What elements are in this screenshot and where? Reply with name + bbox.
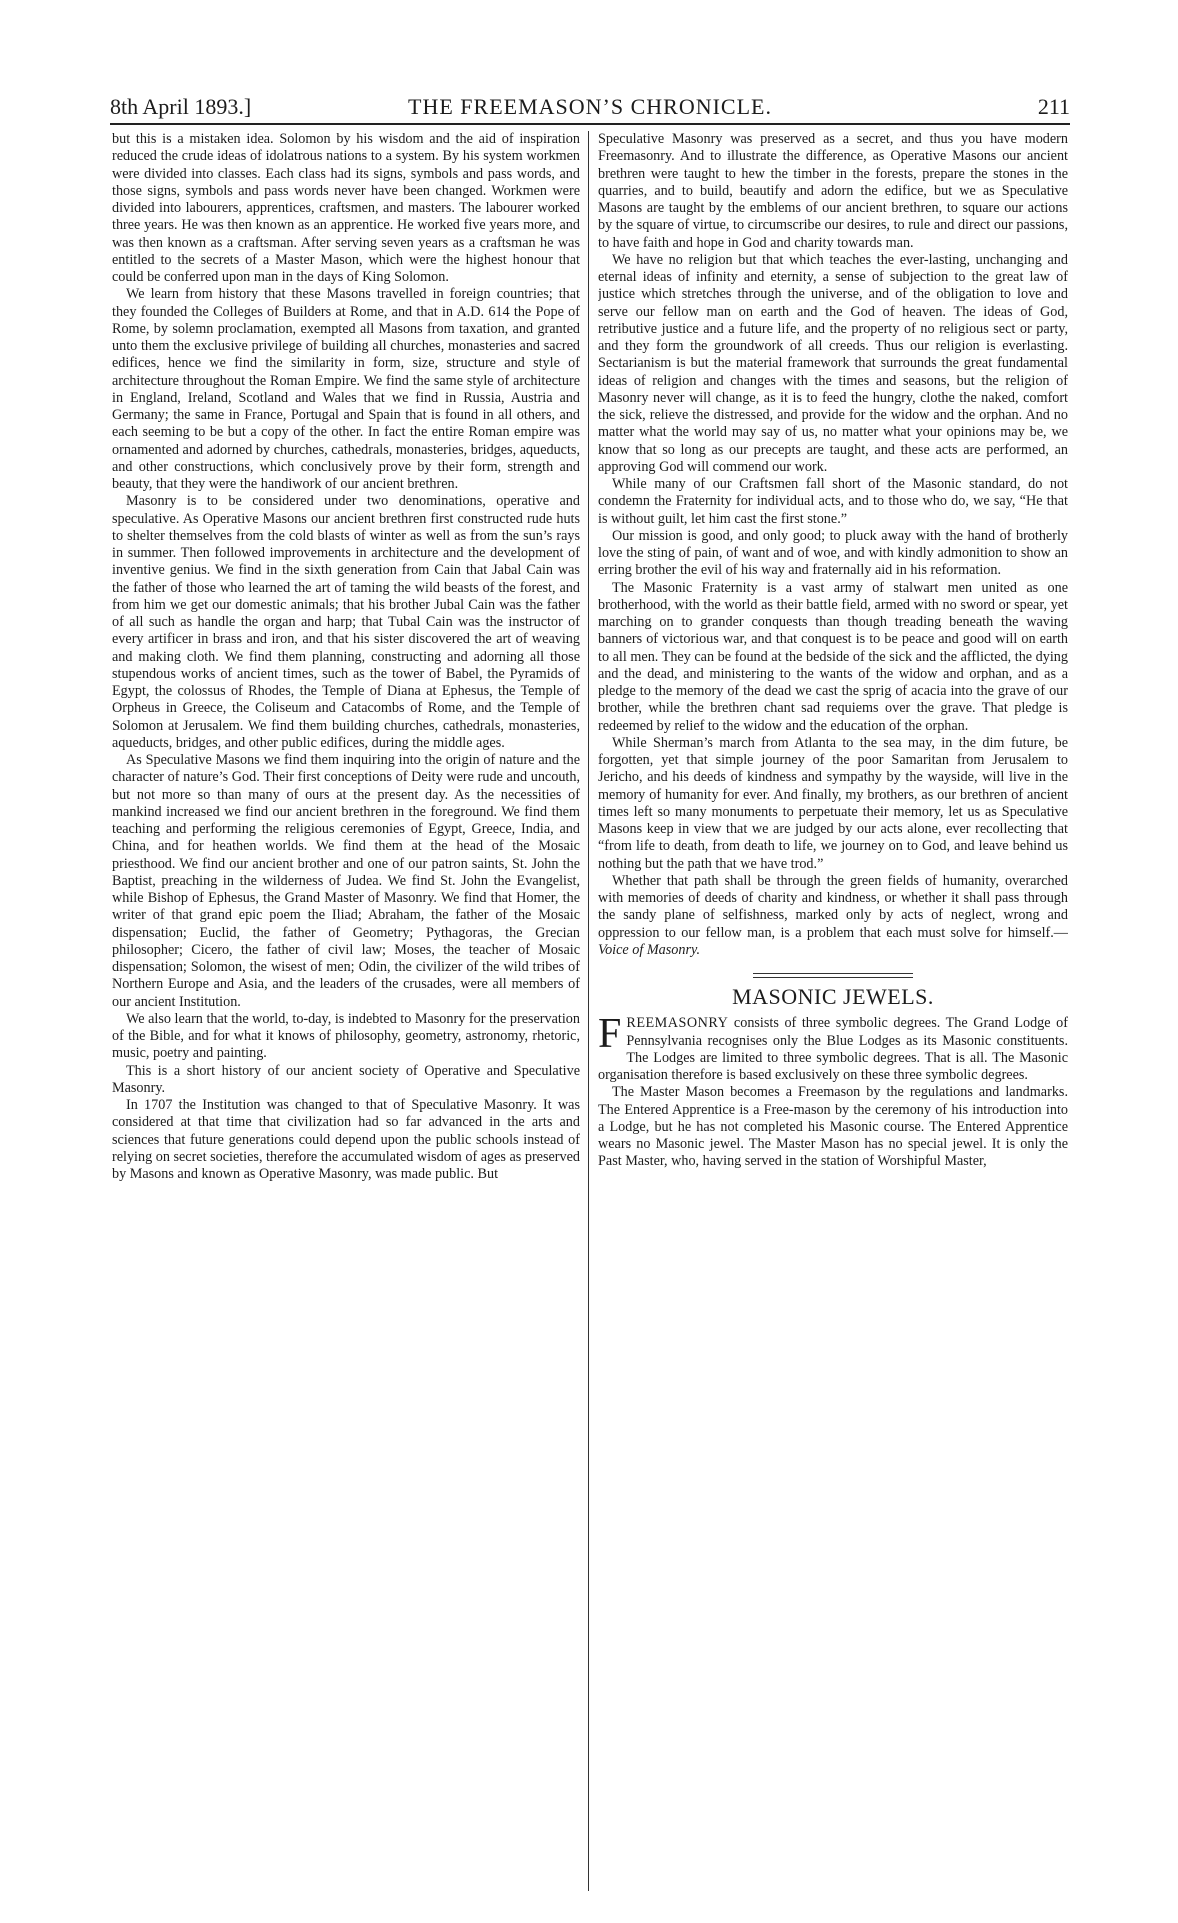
jewels-first-text: consists of three symbolic degrees. The Grand Lodge of Pennsylvania recognises only the Blue Lodges as its Masonic constituents. The Lodges are limited to three symbolic degrees. That is all. The Masonic organisation therefore is based exclusively on these three symbolic degrees. bbox=[598, 1015, 1068, 1083]
article-paragraph: Speculative Masonry was preserved as a secret, and thus you have modern Freemasonry. And to illustrate the difference, as Operative Masons our ancient brethren were taught to hew the timber in the forests, prepare the stones in the quarries, and to build, beautify and adorn the edifice, but we as Speculative Masons are taught by the emblems of our ancient brethren, to square our actions by the square of virtue, to circumscribe our desires, to rule and direct our passions, to have faith and hope in God and charity towards man. bbox=[598, 131, 1068, 251]
right-column bbox=[598, 131, 1068, 1891]
issue-date: 8th April 1893.] bbox=[110, 94, 252, 119]
article-paragraph: The Masonic Fraternity is a vast army of stalwart men united as one brotherhood, with the world as their battle field, armed with no sword or spear, yet marching on to grander conquests than though treading beneath the waving banners of victorious war, and that conquest is to be peace and good will on earth to all men. They can be found at the bedside of the sick and the afflicted, the dying and the dead, and ministering to the wants of the widow and orphan, and as a pledge to the memory of the dead we cast the sprig of acacia into the grave of our brother, while the brethren chant sad requiems over the grave. That pledge is redeemed by relief to the widow and the education of the orphan. bbox=[598, 579, 1068, 734]
publication-title: THE FREEMASON’S CHRONICLE. bbox=[408, 94, 772, 119]
page-header bbox=[110, 94, 1070, 124]
page-number: 211 bbox=[1037, 94, 1070, 119]
jewels-first-paragraph bbox=[598, 1011, 1068, 1084]
jewels-second-paragraph: The Master Mason becomes a Freemason by the regulations and landmarks. The Entered Apprentice is a Free-mason by the ceremony of his introduction into a Lodge, but he has not completed his Masonic course. The Entered Apprentice wears no Masonic jewel. The Master Mason has no special jewel. It is only the Past Master, who, having served in the station of Worshipful Master, bbox=[598, 1084, 1068, 1170]
left-column bbox=[112, 131, 580, 1891]
article-paragraph: Masonry is to be considered under two denominations, operative and speculative. As Operative Masons our ancient brethren first constructed rude huts to shelter themselves from the cold blasts of winter as well as from the sun’s rays in summer. Then followed improvements in architecture and the development of inventive genius. We find in the sixth generation from Cain that Jabal Cain was the father of those who learned the art of taming the wild beasts of the forest, and from him we get our domestic animals; that his brother Jubal Cain was the father of all such as handle the organ and harp; that Tubal Cain was the instructor of every artificer in brass and iron, and that his sister discovered the art of weaving and making cloth. We find them planning, constructing and adorning all those stupendous works of ancient times, such as the tower of Babel, the Pyramids of Egypt, the colossus of Rhodes, the Temple of Diana at Ephesus, the Temple of Orpheus in Greece, the Coliseum and Catacombs of Rome, and the Temple of Solomon at Jerusalem. We find them building churches, cathedrals, monasteries, aqueducts, bridges, and other public edifices, during the middle ages. bbox=[112, 493, 580, 751]
header-rule bbox=[110, 123, 1070, 125]
source-attribution: Voice of Masonry. bbox=[598, 941, 701, 958]
jewels-first-word: REEMASONRY bbox=[626, 1015, 729, 1032]
drop-cap: F bbox=[598, 1011, 622, 1058]
section-title: MASONIC JEWELS. bbox=[732, 984, 934, 1009]
article-paragraph: While Sherman’s march from Atlanta to the sea may, in the dim future, be forgotten, yet that simple journey of the poor Samaritan from Jerusalem to Jericho, and his deeds of kindness and sympathy by the wayside, will live in the memory of humanity for ever. And finally, my brothers, as our brethren of ancient times left so many monuments to perpetuate their memory, let us as Speculative Masons keep in view that we are judged by our acts alone, ever recollecting that “from life to death, from death to life, we journey on to God, and leave behind us nothing but the path that we have trod.” bbox=[598, 734, 1068, 872]
article-paragraph: In 1707 the Institution was changed to that of Speculative Masonry. It was considered at that time that civilization had so far advanced in the arts and sciences that future generations could depend upon the public schools instead of relying on secret societies, therefore the accumulated wisdom of ages as preserved by Masons and known as Operative Masonry, was made public. But bbox=[112, 1097, 580, 1182]
article-paragraph: We learn from history that these Masons travelled in foreign countries; that they founded the Colleges of Builders at Rome, and that in A.D. 614 the Pope of Rome, by solemn proclamation, exempted all Masons from taxation, and granted unto them the exclusive privilege of building all churches, monasteries and sacred edifices, hence we find the similarity in form, size, structure and style of architecture throughout the Roman Empire. We find the same style of architecture in England, Ireland, Scotland and Wales that we find in Russia, Austria and Germany; the same in France, Portugal and Spain that is found in all others, and each seeming to be but a copy of the other. In fact the entire Roman empire was ornamented and adorned by churches, cathedrals, monasteries, bridges, aqueducts, and other constructions, which conclusively prove by their form, strength and beauty, that they were the handiwork of our ancient brethren. bbox=[112, 286, 580, 492]
article-paragraph: While many of our Craftsmen fall short of the Masonic standard, do not condemn the Fraternity for individual acts, and to those who do, we say, “He that is without guilt, let him cast the first stone.” bbox=[598, 476, 1068, 527]
section-separator bbox=[753, 973, 913, 978]
final-paragraph-text: Whether that path shall be through the green fields of humanity, overarched with memories of deeds of charity and kindness, or whether it shall pass through the sandy plane of selfishness, marked only by acts of neglect, wrong and oppression to our fellow man, is a problem that each must solve for himself.— bbox=[598, 872, 1068, 941]
article-paragraph: This is a short history of our ancient society of Operative and Speculative Masonry. bbox=[112, 1062, 580, 1096]
article-final-paragraph bbox=[598, 873, 1068, 959]
article-paragraph: but this is a mistaken idea. Solomon by his wisdom and the aid of inspiration reduced the crude ideas of idolatrous nations to a system. By his system workmen were divided into classes. Each class had its signs, symbols and pass words, and those signs, symbols and pass words never have been changed. Workmen were divided into labourers, apprentices, craftsmen, and masters. The labourer worked three years. He was then known as an apprentice. He worked five years more, and was then known as a craftsman. After serving seven years as a craftsman he was entitled to the secrets of a Master Mason, which were the highest honour that could be conferred upon man in the days of King Solomon. bbox=[112, 131, 580, 285]
article-paragraph: As Speculative Masons we find them inquiring into the origin of nature and the character of nature’s God. Their first conceptions of Deity were rude and uncouth, but not more so than many of ours at the present day. As the necessities of mankind increased we find our ancient brethren in the foreground. We find them teaching and performing the religious ceremonies of Egypt, Greece, India, and China, and for heathen worlds. We find them at the head of the Mosaic priesthood. We find our ancient brother and one of our patron saints, St. John the Baptist, preaching in the wilderness of Judea. We find St. John the Evangelist, while Bishop of Ephesus, the Grand Master of Masonry. We find that Homer, the writer of that grand epic poem the Iliad; Abraham, the father of the Mosaic dispensation; Euclid, the father of Geometry; Pythagoras, the Grecian philosopher; Cicero, the father of civil law; Moses, the teacher of Mosaic dispensation; Solomon, the wisest of men; Odin, the civilizer of the wild tribes of Northern Europe and Asia, and the leaders of the crusades, were all members of our ancient Institution. bbox=[112, 752, 580, 1010]
column-divider bbox=[588, 131, 589, 1891]
article-paragraph: Our mission is good, and only good; to pluck away with the hand of brotherly love the sting of pain, of want and of woe, and with kindly admonition to show an erring brother the evil of his way and fraternally aid in his reformation. bbox=[598, 527, 1068, 579]
article-paragraph: We also learn that the world, to-day, is indebted to Masonry for the preservation of the Bible, and for what it knows of philosophy, geometry, astronomy, rhetoric, music, poetry and painting. bbox=[112, 1010, 580, 1062]
article-paragraph: We have no religion but that which teaches the ever-lasting, unchanging and eternal ideas of infinity and eternity, a sense of subjection to the great law of justice which stretches through the universe, and of the obligation to love and serve our fellow man on earth and the God of heaven. The ideas of God, retributive justice and a future life, and the property of no religious sect or party, and they form the groundwork of all creeds. Thus our religion is everlasting. Sectarianism is but the material framework that surrounds the great fundamental ideas of religion and changes with the times and seasons, but the religion of Masonry never will change, as it is to feed the hungry, clothe the naked, comfort the sick, relieve the distressed, and provide for the widow and the orphan. And no matter what the world may say of us, no matter what your opinions may be, we know that so long as our precepts are taught, and these acts are performed, an approving God will commend our work. bbox=[598, 251, 1068, 475]
